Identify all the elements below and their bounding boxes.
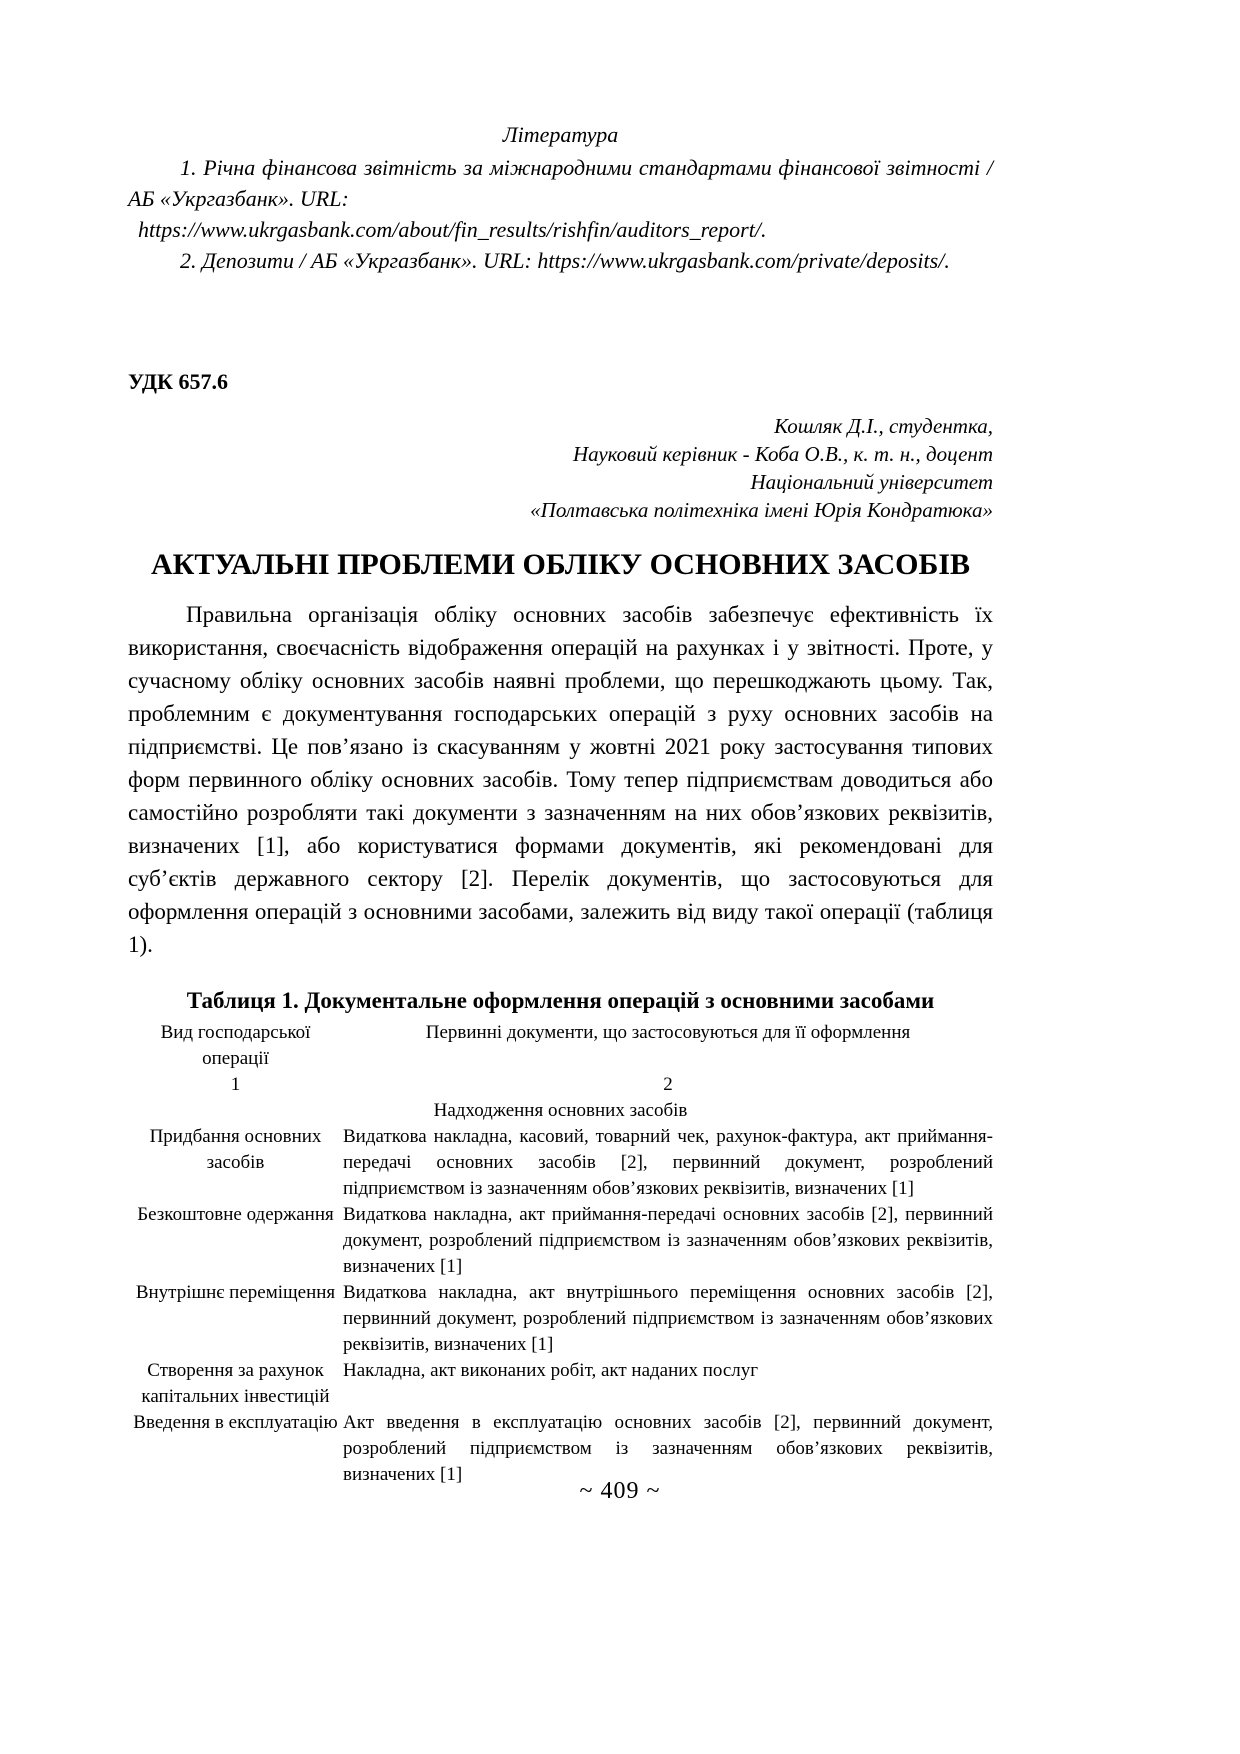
table-row <box>128 1280 993 1358</box>
institution-subname: «Полтавська політехніка імені Юрія Кондратюка» <box>530 498 993 522</box>
reference-item-1: 1. Річна фінансова звітність за міжнародними стандартами фінансової звітності / АБ «Укргазбанк». URL: <box>128 155 993 211</box>
table-row <box>128 1124 993 1202</box>
table-cell-operation: Створення за рахунок капітальних інвестицій <box>141 1360 330 1407</box>
table-header-row <box>128 1020 993 1072</box>
table-rows-container <box>128 1124 993 1488</box>
page-title: АКТУАЛЬНІ ПРОБЛЕМИ ОБЛІКУ ОСНОВНИХ ЗАСОБІВ <box>150 548 971 581</box>
page-footer <box>0 1476 1240 1506</box>
table-row <box>128 1202 993 1280</box>
table-body <box>128 1020 993 1124</box>
author-name: Кошляк Д.І., студентка, <box>774 414 993 438</box>
udc-code: УДК 657.6 <box>128 369 229 394</box>
institution-name: Національний університет <box>750 470 993 494</box>
table-cell-documents: Видаткова накладна, касовий, товарний чек, рахунок-фактура, акт приймання-передачі основних засобів [2], первинний документ, розроблений підприємством із зазначенням обов’язкових реквізитів, визначених [1] <box>343 1126 993 1199</box>
supervisor-name: Науковий керівник - Коба О.В., к. т. н., доцент <box>572 442 993 466</box>
references-heading: Література <box>502 122 619 147</box>
page-content <box>128 120 993 1488</box>
reference-item-2: 2. Депозити / АБ «Укргазбанк». URL: https://www.ukrgasbank.com/private/deposits/. <box>180 248 950 273</box>
article-paragraph: Правильна організація обліку основних засобів забезпечує ефективність їх використання, своєчасність відображення операцій на рахунках і у звітності. Проте, у сучасному обліку основних засобів наявні проблеми, що перешкоджають цьому. Так, проблемним є документування господарських операцій з руху основних засобів на підприємстві. Це пов’язано із скасуванням у жовтні 2021 року застосування типових форм первинного обліку основних засобів. Тому тепер підприємствам доводиться або самостійно розробляти такі документи з зазначенням на них обов’язкових реквізитів, визначених [1], або користуватися формами документів, які рекомендовані для суб’єктів державного сектору [2]. Перелік документів, що застосовуються для оформлення операцій з основними засобами, залежить від виду такої операції (таблиця 1). <box>128 602 993 957</box>
table-cell-documents: Накладна, акт виконаних робіт, акт наданих послуг <box>343 1360 759 1381</box>
author-block <box>128 412 993 524</box>
table-header-operation: Вид господарської операції <box>160 1022 311 1069</box>
table-cell-documents: Видаткова накладна, акт приймання-передачі основних засобів [2], первинний документ, розроблений підприємством із зазначенням обов’язкових реквізитів, визначених [1] <box>343 1204 993 1277</box>
column-number-1: 1 <box>230 1074 241 1095</box>
table-section-row <box>128 1098 993 1124</box>
table-caption: Таблиця 1. Документальне оформлення операцій з основними засобами <box>186 988 935 1013</box>
table-column-number-row <box>128 1072 993 1098</box>
table-row <box>128 1358 993 1410</box>
column-number-2: 2 <box>663 1074 673 1095</box>
table-cell-documents: Акт введення в експлуатацію основних засобів [2], первинний документ, розроблений підприємством із зазначенням обов’язкових реквізитів, визначених [1] <box>343 1412 993 1485</box>
table-cell-operation: Введення в експлуатацію <box>133 1412 338 1433</box>
documents-table <box>128 1020 993 1488</box>
reference-url-1: https://www.ukrgasbank.com/about/fin_results/rishfin/auditors_report/. <box>138 217 767 242</box>
table-cell-operation: Безкоштовне одержання <box>137 1204 334 1225</box>
table-cell-operation: Придбання основних засобів <box>149 1126 322 1173</box>
page-number: ~ 409 ~ <box>579 1478 661 1504</box>
table-section-label: Надходження основних засобів <box>433 1100 688 1121</box>
table-cell-documents: Видаткова накладна, акт внутрішнього переміщення основних засобів [2], первинний документ, розроблений підприємством із зазначенням обов’язкових реквізитів, визначених [1] <box>343 1282 993 1355</box>
table-header-documents: Первинні документи, що застосовуються для її оформлення <box>425 1022 911 1043</box>
table-cell-operation: Внутрішнє переміщення <box>135 1282 336 1303</box>
